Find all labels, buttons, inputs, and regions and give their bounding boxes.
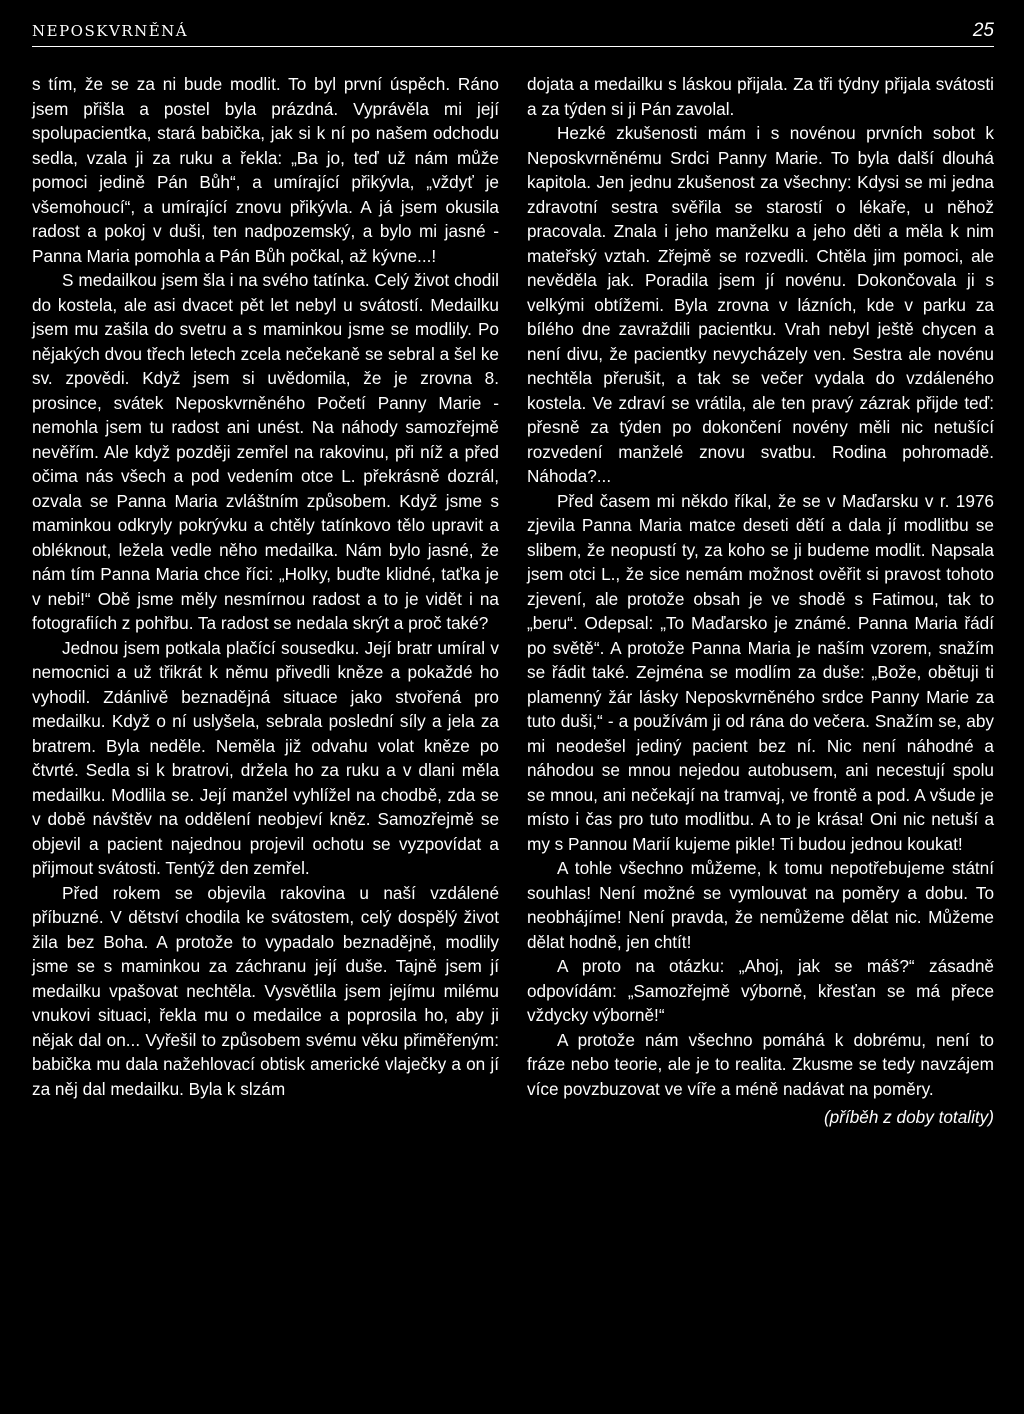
running-title: NEPOSKVRNĚNÁ <box>32 22 189 40</box>
column-right <box>527 72 994 1402</box>
paragraph: Před časem mi někdo říkal, že se v Maďarsku v r. 1976 zjevila Panna Maria matce deseti dětí a dala jí modlitbu se slibem, že neopustí ty, za koho se ji budeme modlit. Napsala jsem otci L., že sice nemám možnost ověřit si pravost tohoto zjevení, ale protože obsah je ve shodě s Fatimou, tak to „beru“. Odepsal: „To Maďarsko je známé. Panna Maria řádí po světě“. A protože Panna Maria je naším vzorem, snažím se řádit také. Zejména se modlím za duše: „Bože, obětuji ti plamenný žár lásky Neposkvrněného srdce Panny Marie za tuto duši,“ - a používám ji od rána do večera. Snažím se, aby mi neodešel jediný pacient bez ní. Nic není náhodné a náhodou se mnou nejedou autobusem, ani necestují spolu se mnou, ani nečekají na tramvaj, ve frontě a pod. A všude je místo i čas pro tuto modlitbu. A to je krása! Oni nic netuší a my s Pannou Marií kujeme pikle! Ti budou jednou koukat! <box>527 490 994 854</box>
paragraph: Jednou jsem potkala plačící sousedku. Její bratr umíral v nemocnici a už třikrát k němu přivedli kněze a pokaždé ho vyhodil. Zdánlivě beznadějná situace jako stvořená pro medailku. Když o ní uslyšela, sebrala poslední síly a jela za bratrem. Byla neděle. Neměla již odvahu volat kněze po čtvrté. Sedla si k bratrovi, držela ho za ruku a v dlani měla medailku. Modlila se. Její manžel vyhlížel na chodbě, zda se v době návštěv na oddělení neobjeví kněz. Samozřejmě se objevil a pacient najednou projevil ochotu se vyzpovídat a přijmout svátosti. Tentýž den zemřel. <box>32 637 499 878</box>
paragraph: A tohle všechno můžeme, k tomu nepotřebujeme státní souhlas! Není možné se vymlouvat na poměry a dobu. To neobhájíme! Není pravda, že nemůžeme dělat nic. Můžeme dělat hodně, jen chtít! <box>527 858 994 952</box>
source-note: (příběh z doby totality) <box>823 1107 994 1127</box>
paragraph: dojata a medailku s láskou přijala. Za tři týdny přijala svátosti a za týden si ji Pán zavolal. <box>527 74 994 119</box>
page-number: 25 <box>972 20 994 41</box>
paragraph: Hezké zkušenosti mám i s novénou prvních sobot k Neposkvrněnému Srdci Panny Marie. To byla další dlouhá kapitola. Jen jednu zkušenost za všechny: Kdysi se mi jedna zdravotní sestra svěřila se starostí o lékaře, u něhož pracovala. Znala i jeho manželku a jeho děti a měla k nim mateřský vztah. Zřejmě se rozvedli. Chtěla jim pomoci, ale nevěděla jak. Poradila jsem jí novénu. Dokončovala ji s velkými obtížemi. Byla zrovna v lázních, kde v parku za bílého dne zavraždili pacientku. Vrah nebyl ještě chycen a není divu, že pacientky nevycházely ven. Sestra ale novénu nechtěla přerušit, a tak se večer vydala do vzdáleného kostela. Ve zdraví se vrátila, ale ten pravý zázrak přijde teď: přesně za týden po dokončení novény měli nic netušící rozvedení manželé znovu svatbu. Rodina pohromadě. Náhoda?... <box>527 123 994 486</box>
header-rule <box>32 46 994 47</box>
column-left <box>32 72 499 1402</box>
paragraph: S medailkou jsem šla i na svého tatínka. Celý život chodil do kostela, ale asi dvacet pět let nebyl u svátostí. Medailku jsem mu zašila do svetru a s maminkou jsme se modlily. Po nějakých dvou třech letech zcela nečekaně se sebral a šel ke sv. zpovědi. Když jsem si uvědomila, že je zrovna 8. prosince, svátek Neposkvrněného Početí Panny Marie - nemohla jsem tu radost ani unést. Na náhody samozřejmě nevěřím. Ale když později zemřel na rakovinu, při níž a před očima nás všech a pod vedením otce L. překrásně dozrál, ozvala se Panna Maria zvláštním způsobem. Když jsme s maminkou odkryly pokrývku a chtěly tatínkovo tělo upravit a obléknout, ležela vedle něho medailka. Nám bylo jasné, že nám tím Panna Maria chce říci: „Holky, buďte klidné, taťka je v nebi!“ Obě jsme měly nesmírnou radost a to je vidět i na fotografiích z pohřbu. Ta radost se nedala skrýt a proč také? <box>32 270 499 633</box>
paragraph: A proto na otázku: „Ahoj, jak se máš?“ zásadně odpovídám: „Samozřejmě výborně, křesťan se má přece vždycky výborně!“ <box>527 956 994 1025</box>
paragraph: A protože nám všechno pomáhá k dobrému, není to fráze nebo teorie, ale je to realita. Zkusme se tedy navzájem více povzbuzovat ve víře a méně nadávat na poměry. <box>527 1029 994 1099</box>
paragraph: s tím, že se za ni bude modlit. To byl první úspěch. Ráno jsem přišla a postel byla prázdná. Vyprávěla mi její spolupacientka, stará babička, jak si k ní po našem odchodu sedla, vzala ji za ruku a řekla: „Ba jo, teď už nám může pomoci jedině Pán Bůh“, a umírající přikývla, „vždyť je všemohoucí“, a umírající znovu přikývla. A já jsem okusila radost a pokoj v duši, ten nadpozemský, a bylo mi jasné - Panna Maria pomohla a Pán Bůh počkal, až kývne...! <box>32 74 499 266</box>
article-body <box>32 72 994 1402</box>
paragraph: Před rokem se objevila rakovina u naší vzdálené příbuzné. V dětství chodila ke svátostem, celý dospělý život žila bez Boha. A protože to vypadalo beznadějně, modlily jsme se s maminkou za záchranu její duše. Tajně jsem jí medailku vpašovat nechtěla. Vysvětlila jsem jejímu milému vnukovi situaci, řekla mu o medailce a poprosila ho, aby ji nějak dal on... Vyřešil to způsobem svému věku přiměřeným: babička mu dala nažehlovací obtisk americké vlaječky a on jí za něj dal medailku. Byla k slzám <box>32 882 499 1099</box>
page-header <box>32 14 994 48</box>
